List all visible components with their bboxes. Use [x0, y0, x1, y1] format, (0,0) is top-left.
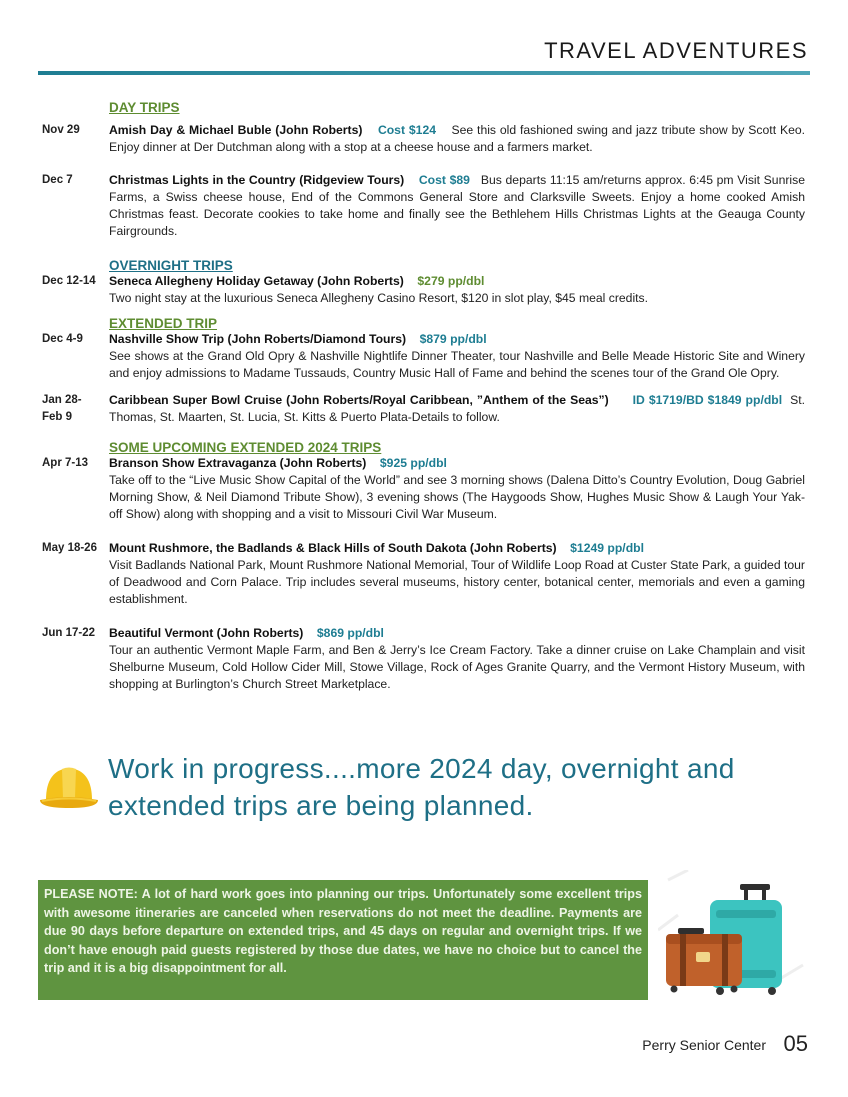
- trip-title: Amish Day & Michael Buble (John Roberts): [109, 123, 363, 137]
- trip-entry: [0, 273, 848, 307]
- trip-title: Nashville Show Trip (John Roberts/Diamond Tours): [109, 332, 407, 346]
- trip-body: [109, 331, 805, 382]
- trip-body: [109, 122, 805, 156]
- trip-price: $879 pp/dbl: [419, 332, 487, 346]
- trip-description: See this old fashioned swing and jazz tribute show by Scott Keo. Enjoy dinner at Der Dutchman along with a stop at a cheese house and a farmers market.: [109, 123, 806, 154]
- trip-description: Two night stay at the luxurious Seneca Allegheny Casino Resort, $120 in slot play, $45 meal credits.: [109, 291, 649, 305]
- section-day-trips: DAY TRIPS: [109, 100, 180, 115]
- title-rule: [38, 71, 810, 75]
- trip-date: [0, 392, 109, 426]
- trip-description: See shows at the Grand Old Opry & Nashville Nightlife Dinner Theater, tour Nashville and Belle Meade Historic Site and Winery and enjoy admissions to Madame Tussauds, Country Music Hall of Fame and behind the scenes tour of the Grand Ole Opry.: [109, 349, 805, 380]
- trip-date-start: Jan 28-: [42, 394, 82, 406]
- trip-date: Dec 7: [42, 174, 73, 186]
- trip-date: Dec 4-9: [42, 333, 83, 345]
- trip-entry: [0, 172, 848, 240]
- trip-title: Christmas Lights in the Country (Ridgeview Tours): [109, 173, 405, 187]
- page-number: 05: [783, 1031, 808, 1056]
- trip-title: Caribbean Super Bowl Cruise (John Roberts/Royal Caribbean, ”Anthem of the Seas”): [109, 393, 609, 407]
- hard-hat-icon: [38, 760, 100, 821]
- trip-body: [109, 540, 805, 608]
- trip-entry: [0, 122, 848, 156]
- trip-price: ID $1719/BD $1849 pp/dbl: [632, 393, 783, 407]
- trip-description: Bus departs 11:15 am/returns approx. 6:45 pm Visit Sunrise Farms, a Swiss cheese house, End of the Commons General Store and Clarksville Sweets. Enjoy a home cooked Amish Christmas feast. Decorate cookies to take home and finally see the Bethlehem Hills Christmas Lights at the Geauga County Fairgrounds.: [109, 173, 805, 238]
- section-extended-trip: EXTENDED TRIP: [109, 316, 218, 331]
- trip-description: St. Thomas, St. Maarten, St. Lucia, St. Kitts & Puerto Plata-Details to follow.: [109, 393, 806, 424]
- trip-body: [109, 273, 805, 307]
- trip-title: Branson Show Extravaganza (John Roberts): [109, 456, 367, 470]
- trip-price: $279 pp/dbl: [417, 274, 485, 288]
- trip-entry: [0, 392, 848, 426]
- trip-date-end: Feb 9: [42, 411, 73, 423]
- work-in-progress-banner: Work in progress....more 2024 day, overnight and extended trips are being planned.: [108, 753, 735, 821]
- please-note-box: [38, 880, 648, 1000]
- trip-date: Apr 7-13: [42, 457, 89, 469]
- trip-entry: [0, 625, 848, 693]
- trip-title: Mount Rushmore, the Badlands & Black Hills of South Dakota (John Roberts): [109, 541, 557, 555]
- trip-price: Cost $124: [377, 123, 437, 137]
- trip-description: Take off to the “Live Music Show Capital of the World” and see 3 morning shows (Dalena Ditto’s Country Evolution, Doug Gabriel Morning Show, & Neil Diamond Tribute Show), 3 evening shows (The Haygoods Show, Hughes Music Show & Laugh Your Yak-off Show) along with shopping and a visit to Missouri Civil War Museum.: [109, 473, 805, 521]
- trip-entry: [0, 455, 848, 523]
- trip-title: Seneca Allegheny Holiday Getaway (John Roberts): [109, 274, 404, 288]
- please-note-text: PLEASE NOTE: A lot of hard work goes into planning our trips. Unfortunately some excellent trips with awesome itineraries are canceled when reservations do not meet the deadline. Payments are due 90 days before departure on extended trips, and 45 days on regular and overnight trips. If we don’t have enough paid guests registered by those due dates, we have no choice but to cancel the trip and it is a big disappointment for all.: [44, 887, 642, 975]
- trip-body: [109, 455, 805, 523]
- trip-body: [109, 172, 805, 240]
- trip-price: $925 pp/dbl: [379, 456, 447, 470]
- trip-date: Jun 17-22: [42, 627, 96, 639]
- trip-body: [109, 625, 805, 693]
- trip-date: Nov 29: [42, 124, 80, 136]
- footer-org-name: Perry Senior Center: [642, 1037, 766, 1053]
- section-overnight-trips: OVERNIGHT TRIPS: [109, 258, 233, 273]
- trip-description: Tour an authentic Vermont Maple Farm, and Ben & Jerry’s Ice Cream Factory. Take a dinner cruise on Lake Champlain and visit Shelburne Museum, Cold Hollow Cider Mill, Stowe Village, Rock of Ages Granite Quarry, and the Vermont History Museum, with shopping at Burlington’s Church Street Marketplace.: [109, 643, 805, 691]
- trip-price: $1249 pp/dbl: [570, 541, 644, 555]
- trip-description: Visit Badlands National Park, Mount Rushmore National Memorial, Tour of Wildlife Loop Road at Custer State Park, a guided tour of Deadwood and Corn Palace. Trip includes several museums, history center, botanical center, memorials and even a gaming establishment.: [109, 558, 805, 606]
- trip-date: May 18-26: [42, 542, 97, 554]
- trip-price: $869 pp/dbl: [316, 626, 384, 640]
- trip-entry: [0, 540, 848, 608]
- trip-entry: [0, 331, 848, 382]
- section-upcoming-2024: SOME UPCOMING EXTENDED 2024 TRIPS: [109, 440, 382, 455]
- trip-body: [109, 392, 805, 426]
- page-title: TRAVEL ADVENTURES: [544, 38, 808, 63]
- luggage-icon: [658, 870, 808, 1005]
- trip-title: Beautiful Vermont (John Roberts): [109, 626, 304, 640]
- trip-list: [0, 100, 848, 693]
- trip-price: Cost $89: [418, 173, 470, 187]
- trip-date: Dec 12-14: [42, 275, 96, 287]
